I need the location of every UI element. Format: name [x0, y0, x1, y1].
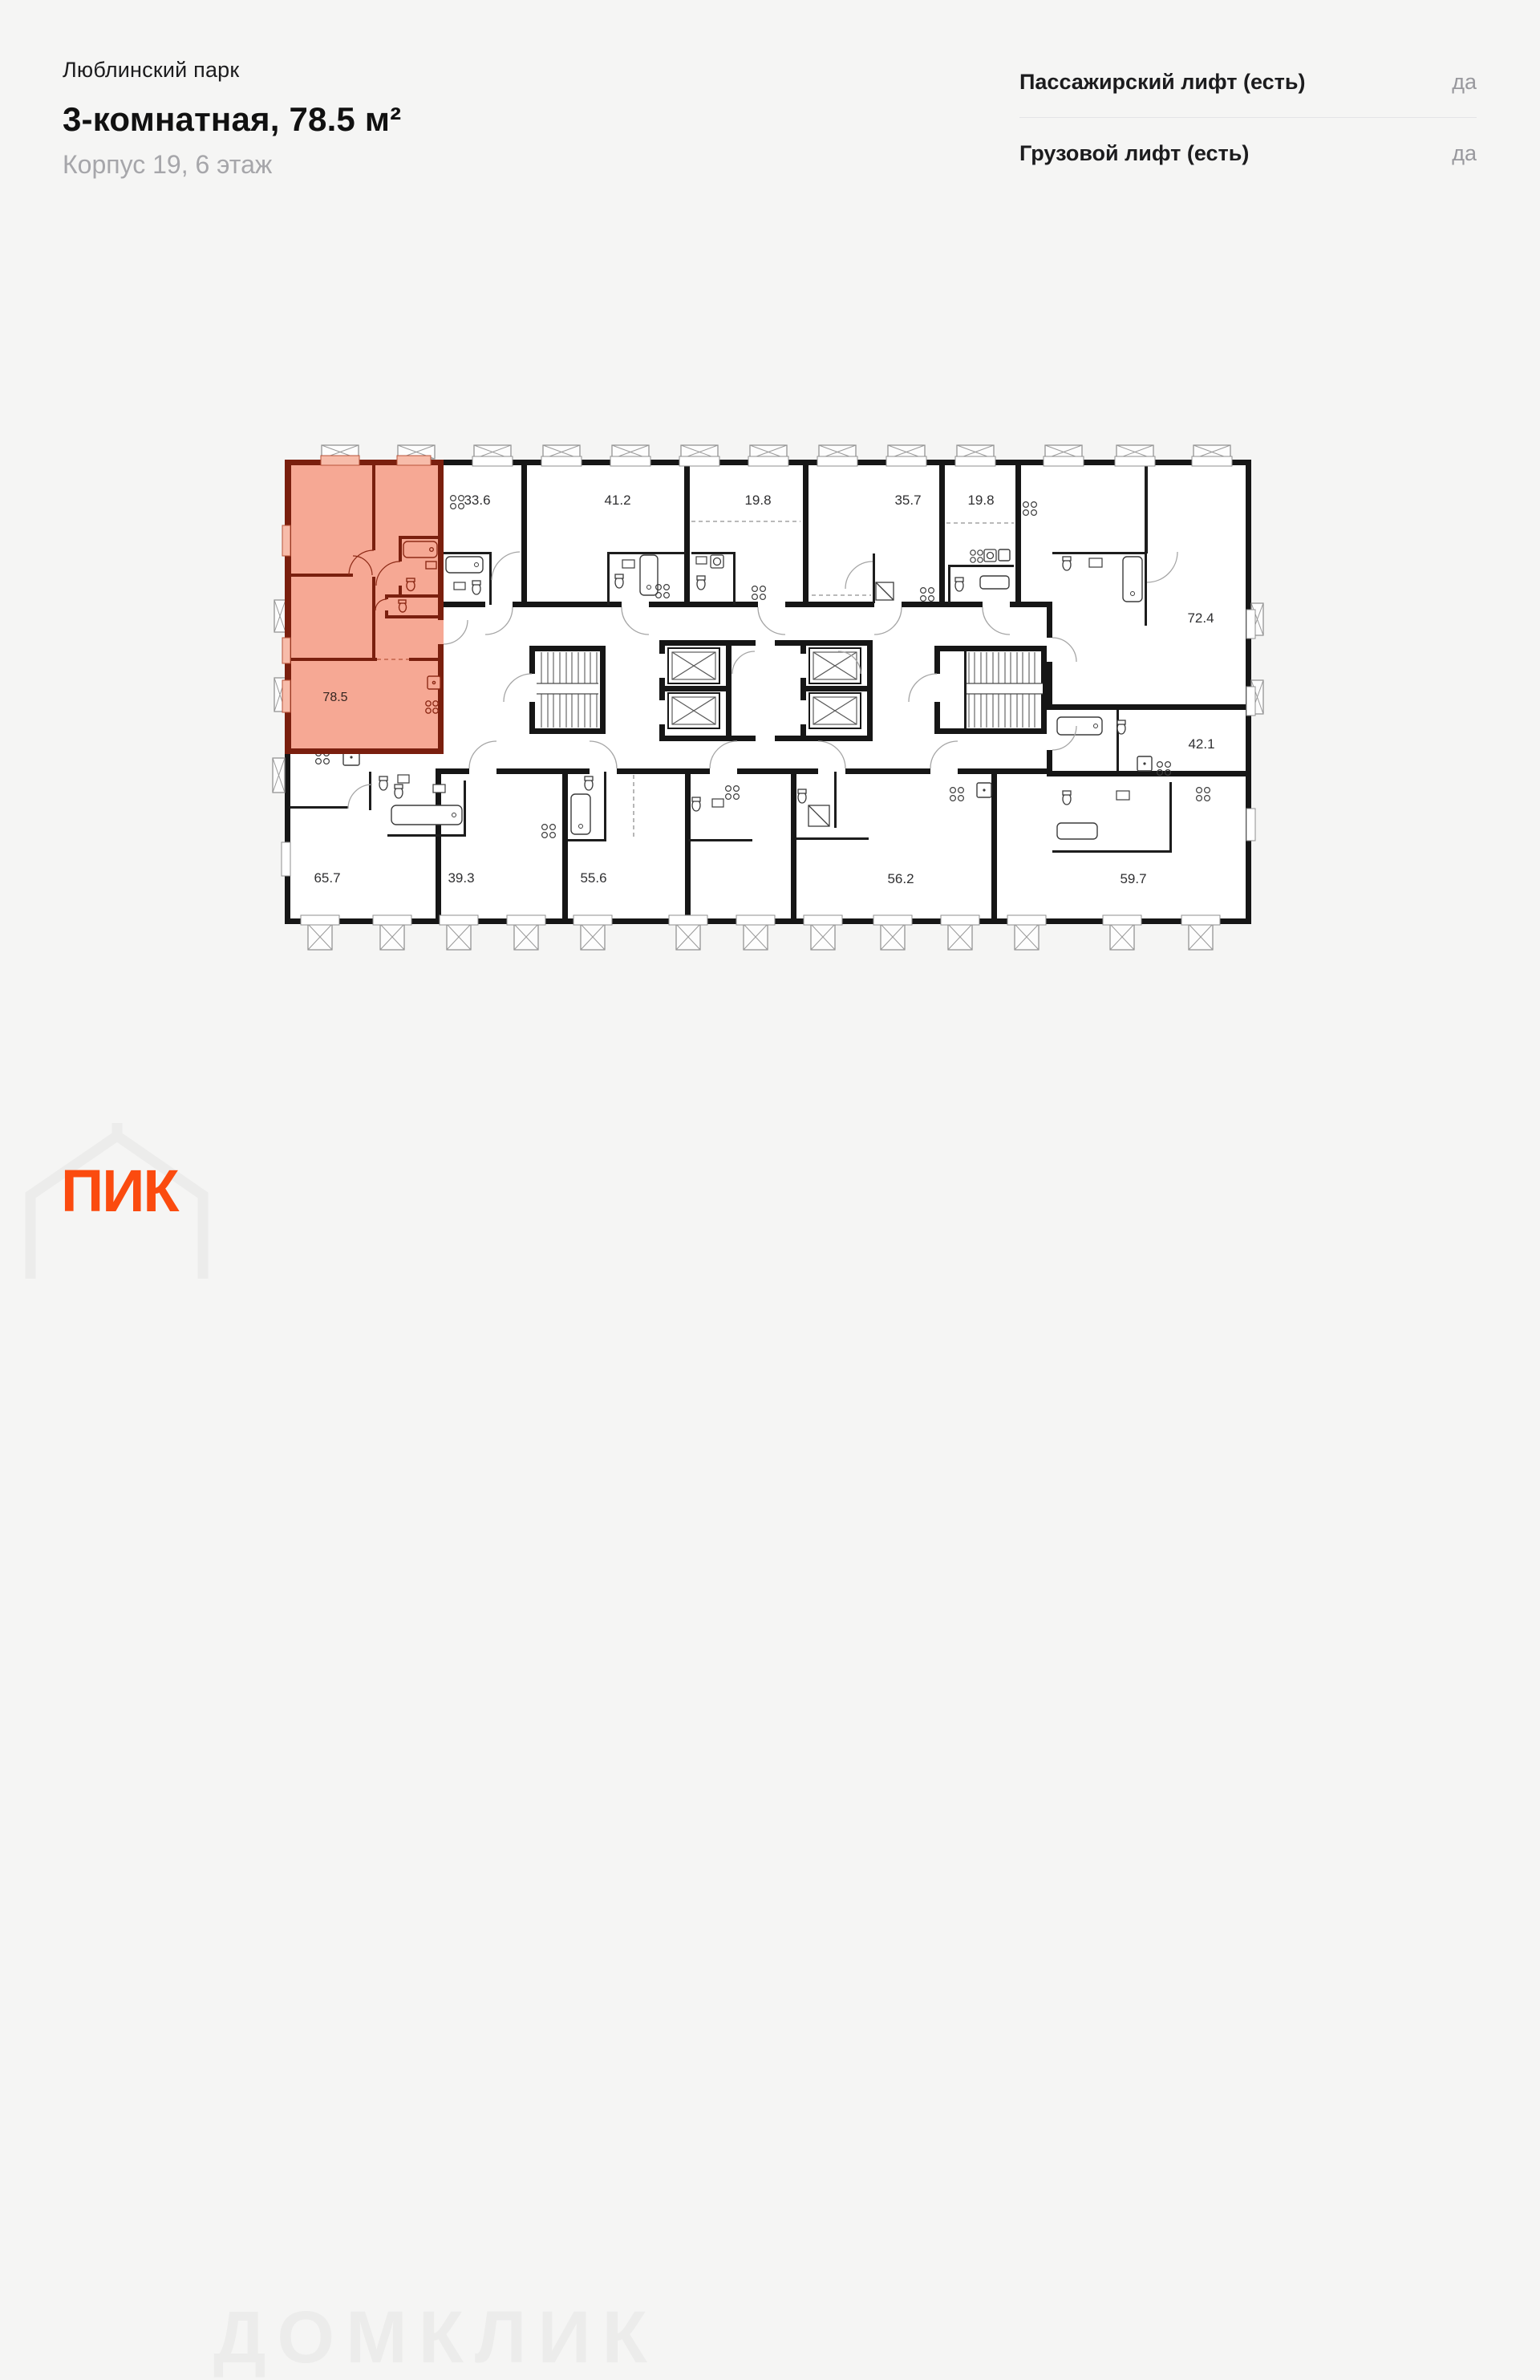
- lift-row-label: Грузовой лифт (есть): [1019, 140, 1250, 165]
- apartment-area-label: 35.7: [894, 493, 922, 508]
- floor-plan-svg: [257, 425, 1291, 971]
- pik-logo[interactable]: ПИК: [61, 1158, 178, 1224]
- lift-row-passenger: [1019, 47, 1477, 117]
- page-subtitle: Корпус 19, 6 этаж: [63, 150, 273, 179]
- apartment-area-label: 56.2: [887, 871, 914, 886]
- watermark-text: ДОМКЛИК: [213, 2297, 659, 2378]
- apartment-area-label: 65.7: [314, 870, 341, 886]
- lift-row-label: Пассажирский лифт (есть): [1019, 69, 1306, 94]
- apartment-area-label: 33.6: [464, 493, 491, 508]
- lift-row-value: да: [1452, 69, 1477, 94]
- lift-row-value: да: [1452, 140, 1477, 165]
- apartment-area-label: 19.8: [744, 493, 772, 508]
- lift-info-panel: [1019, 47, 1477, 189]
- apartment-area-label: 39.3: [448, 870, 475, 886]
- apartment-area-label: 72.4: [1187, 610, 1214, 626]
- page-title: 3-комнатная, 78.5 м²: [63, 100, 402, 138]
- floor-plan: [257, 425, 1291, 971]
- apartment-area-label: 42.1: [1188, 736, 1215, 752]
- apartment-area-label: 59.7: [1120, 871, 1147, 886]
- project-name: Люблинский парк: [63, 58, 240, 82]
- lift-row-cargo: [1019, 117, 1477, 189]
- apartment-area-label: 41.2: [604, 493, 631, 508]
- apartment-area-label: 78.5: [322, 691, 348, 704]
- listing-header: [63, 58, 401, 180]
- highlighted-apartment[interactable]: [282, 456, 444, 754]
- apartment-area-label: 55.6: [580, 870, 607, 886]
- apartment-area-label: 19.8: [967, 493, 995, 508]
